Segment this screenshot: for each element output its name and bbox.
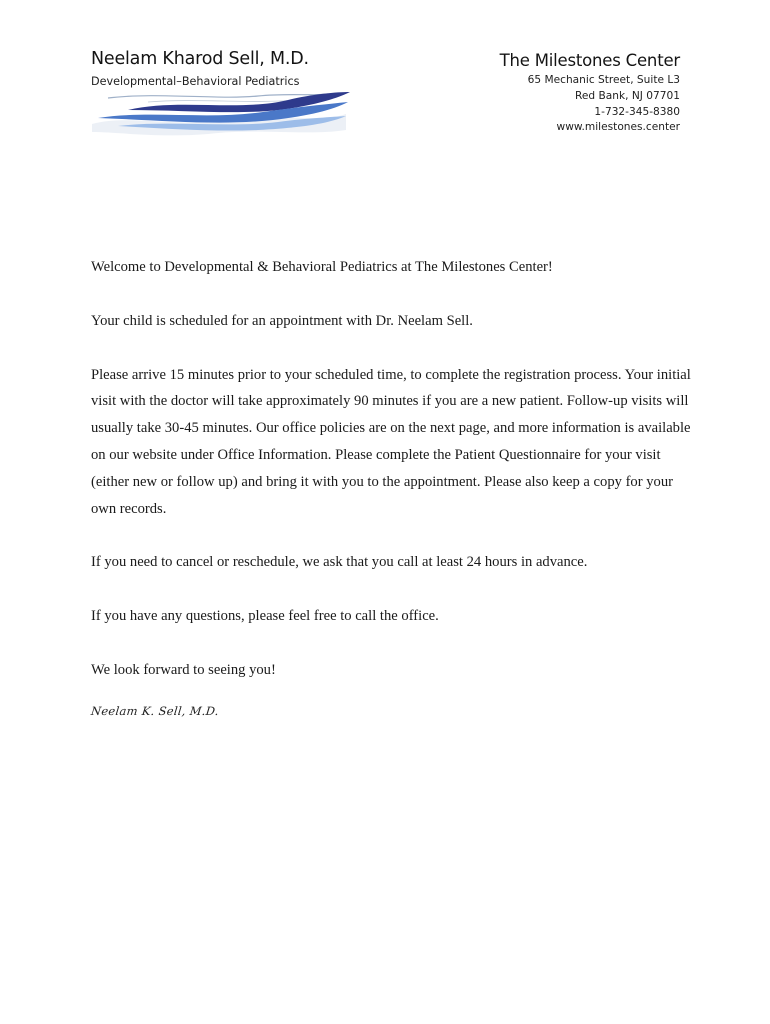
questions-paragraph: If you have any questions, please feel free to call the office.: [91, 608, 439, 625]
wave-logo-icon: [88, 84, 350, 136]
letterhead-left: [91, 48, 309, 89]
center-name: The Milestones Center: [499, 51, 680, 70]
doctor-name: Neelam Kharod Sell, M.D.: [91, 49, 309, 69]
website-link[interactable]: www.milestones.center: [556, 121, 680, 134]
letter-body: [91, 254, 691, 711]
phone-number: 1-732-345-8380: [594, 105, 680, 118]
cancel-paragraph: If you need to cancel or reschedule, we ask that you call at least 24 hours in advance.: [91, 554, 588, 571]
address-block: [500, 73, 680, 136]
greeting-paragraph: Welcome to Developmental & Behavioral Pediatrics at The Milestones Center!: [91, 259, 553, 275]
signature: Neelam K. Sell, M.D.: [90, 704, 220, 718]
address-city: Red Bank, NJ 07701: [575, 89, 680, 102]
letterhead-right: [500, 50, 680, 136]
arrival-paragraph: Please arrive 15 minutes prior to your scheduled time, to complete the registration process. Your initial visit with the doctor will take approximately 90 minutes if you are a new patient. Follow-up visits will usually take 30-45 minutes. Our office policies are on the next page, and more information is available on our website under Office Information. Please complete the Patient Questionnaire for your visit (either new or follow up) and bring it with you to the appointment. Please also keep a copy for your own records.: [91, 366, 691, 517]
appointment-paragraph: Your child is scheduled for an appointment with Dr. Neelam Sell.: [91, 312, 473, 329]
closing-paragraph: We look forward to seeing you!: [91, 661, 276, 678]
specialty: Developmental–Behavioral Pediatrics: [91, 75, 300, 88]
address-street: 65 Mechanic Street, Suite L3: [527, 74, 680, 86]
